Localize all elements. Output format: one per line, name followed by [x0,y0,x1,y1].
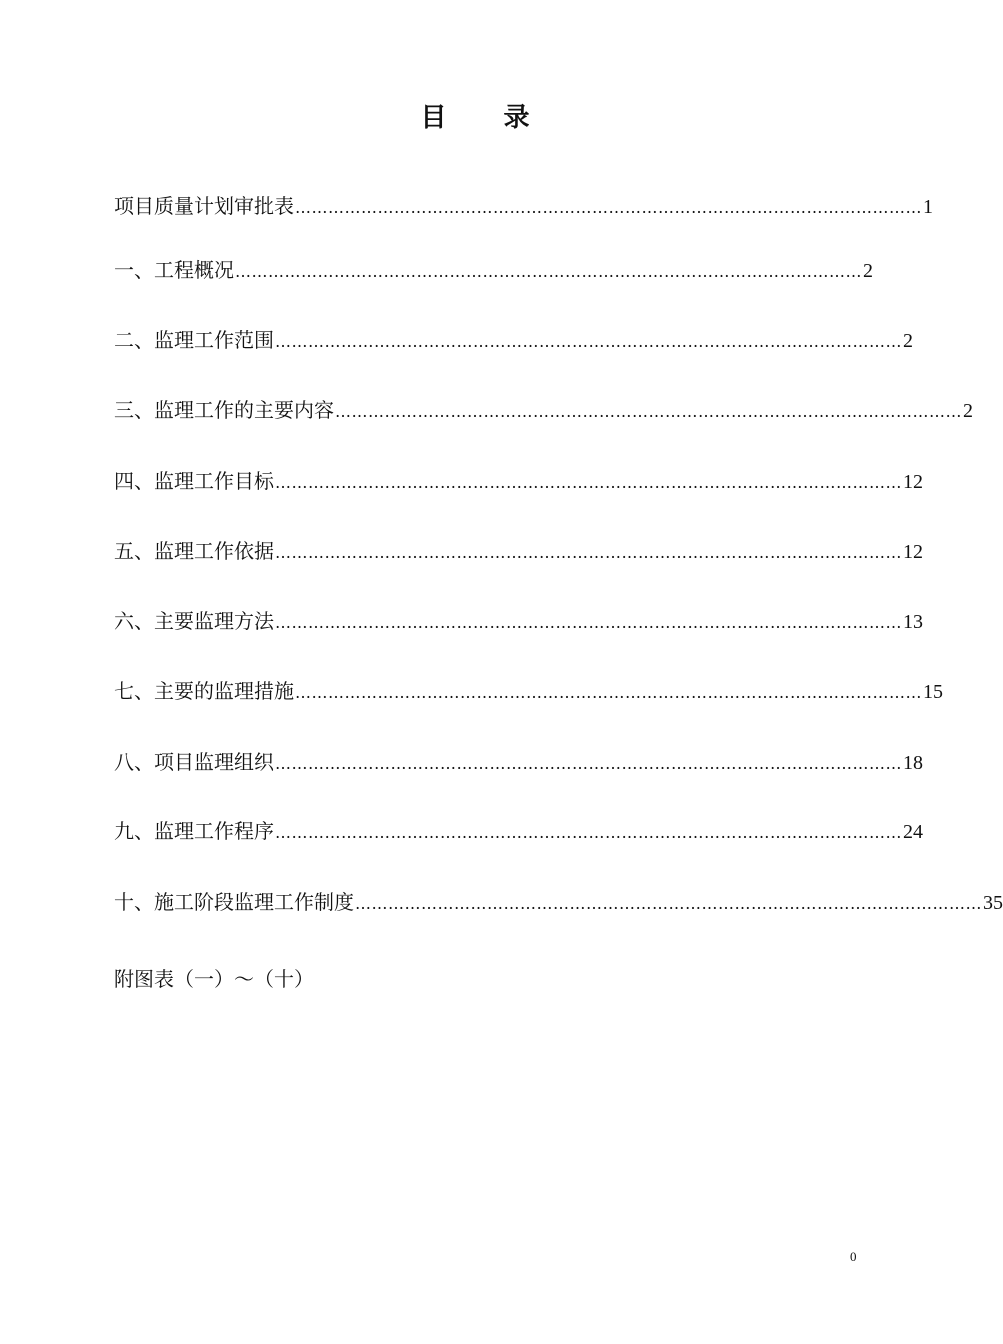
toc-entry-page: 12 [903,541,923,563]
toc-entry[interactable] [114,747,923,779]
dot-leader: …………………………………………………………………………………………………… [235,262,862,281]
toc-entry-label: 九、监理工作程序 [114,819,274,843]
toc-entry[interactable] [114,255,873,287]
toc-entry-page: 35 [983,892,1003,914]
toc-entry-label: 一、工程概况 [114,258,234,282]
toc-entry-page: 15 [923,681,943,703]
toc-entry-page: 1 [923,196,933,218]
toc-entry[interactable] [114,395,973,427]
toc-entry-label: 二、监理工作范围 [114,328,274,352]
toc-entry-page: 2 [863,260,873,282]
toc-entry-label: 十、施工阶段监理工作制度 [114,890,354,914]
dot-leader: …………………………………………………………………………………………………… [275,473,902,492]
toc-entry[interactable] [114,816,923,848]
toc-entry-page: 2 [903,330,913,352]
toc-entry[interactable] [114,191,933,223]
toc-entry-label: 六、主要监理方法 [114,609,274,633]
dot-leader: …………………………………………………………………………………………………… [275,613,902,632]
toc-entry-label: 项目质量计划审批表 [114,194,294,218]
toc-entry[interactable] [114,466,923,498]
toc-entry-page: 13 [903,611,923,633]
toc-entry[interactable] [114,887,1003,919]
dot-leader: …………………………………………………………………………………………………… [275,543,902,562]
page-title: 目 录 [420,103,554,133]
dot-leader: …………………………………………………………………………………………………… [275,332,902,351]
page-number: 0 [850,1249,857,1264]
appendix-entry: 附图表（一）～（十） [114,967,314,991]
dot-leader: …………………………………………………………………………………………………… [275,823,902,842]
toc-entry-page: 18 [903,752,923,774]
toc-entry-page: 24 [903,821,923,843]
toc-entry-label: 八、项目监理组织 [114,750,274,774]
dot-leader: …………………………………………………………………………………………………… [335,402,962,421]
toc-entry[interactable] [114,676,943,708]
toc-entry-label: 七、主要的监理措施 [114,679,294,703]
toc-entry-page: 12 [903,471,923,493]
dot-leader: …………………………………………………………………………………………………… [355,894,982,913]
dot-leader: …………………………………………………………………………………………………… [275,754,902,773]
toc-entry-label: 三、监理工作的主要内容 [114,398,334,422]
toc-entry-label: 五、监理工作依据 [114,539,274,563]
toc-entry[interactable] [114,606,923,638]
dot-leader: …………………………………………………………………………………………………… [295,198,922,217]
dot-leader: …………………………………………………………………………………………………… [295,683,922,702]
toc-entry-label: 四、监理工作目标 [114,469,274,493]
toc-entry[interactable] [114,325,913,357]
toc-entry[interactable] [114,536,923,568]
toc-entry-page: 2 [963,400,973,422]
